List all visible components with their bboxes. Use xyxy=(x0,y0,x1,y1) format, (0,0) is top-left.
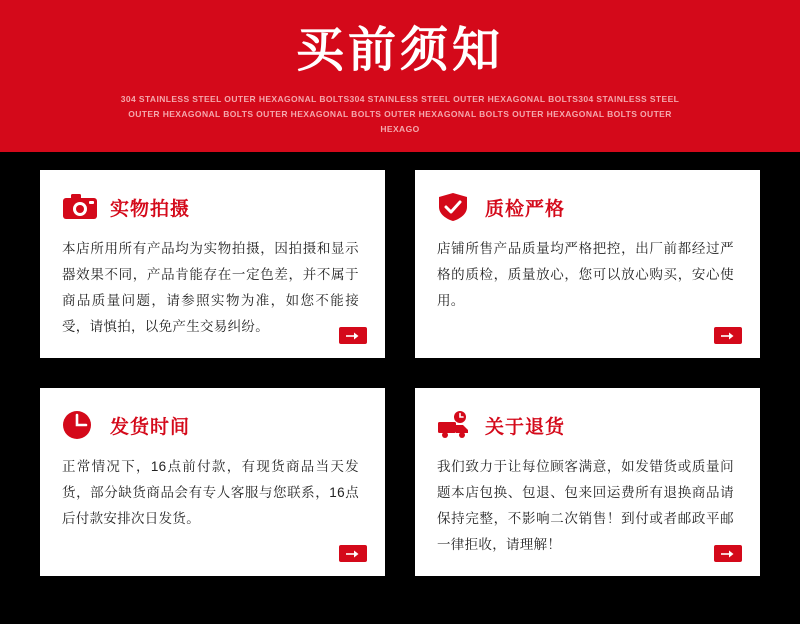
info-card-grid xyxy=(40,170,760,606)
card-body: 本店所用所有产品均为实物拍摄，因拍摄和显示器效果不同，产品肯能存在一定色差，并不属于商品质量问题，请参照实物为准，如您不能接受，请慎拍，以免产生交易纠纷。 xyxy=(62,241,359,334)
card-title: 质检严格 xyxy=(485,198,566,220)
arrow-right-icon[interactable] xyxy=(339,545,367,562)
truck-clock-icon xyxy=(437,410,475,440)
card-body: 我们致力于让每位顾客满意，如发错货或质量问题本店包换、包退、包来回运费所有退换商品请保持完整，不影响二次销售！到付或者邮政平邮一律拒收，请理解！ xyxy=(437,459,734,552)
clock-icon xyxy=(62,410,100,440)
info-card-shipping-time xyxy=(40,388,385,576)
info-card-photography xyxy=(40,170,385,358)
page-title: 买前须知 xyxy=(295,24,504,77)
card-title: 实物拍摄 xyxy=(110,198,191,220)
card-header xyxy=(437,410,738,440)
camera-icon xyxy=(62,192,100,222)
card-body: 正常情况下，16点前付款，有现货商品当天发货，部分缺货商品会有专人客服与您联系，16点后付款安排次日发货。 xyxy=(62,459,359,526)
header-banner xyxy=(0,0,800,152)
arrow-right-icon[interactable] xyxy=(714,545,742,562)
card-header xyxy=(62,410,363,440)
arrow-right-icon[interactable] xyxy=(339,327,367,344)
card-title: 发货时间 xyxy=(110,416,191,438)
arrow-right-icon[interactable] xyxy=(714,327,742,344)
shield-check-icon xyxy=(437,192,475,222)
info-card-quality xyxy=(415,170,760,358)
card-header xyxy=(437,192,738,222)
banner-subtitle: 304 STAINLESS STEEL OUTER HEXAGONAL BOLTS304 STAINLESS STEEL OUTER HEXAGONAL BOLTS304 STAINLESS STEEL OUTER HEXAGONAL BOLTS OUTER HEXAGONAL BOLTS OUTER HEXAGONAL BOLTS OUTER HEXAGONAL BOLTS OUTER HEXAGO xyxy=(120,94,680,134)
card-header xyxy=(62,192,363,222)
card-body: 店铺所售产品质量均严格把控，出厂前都经过严格的质检，质量放心，您可以放心购买，安心使用。 xyxy=(437,241,734,308)
card-title: 关于退货 xyxy=(485,416,566,438)
info-card-returns xyxy=(415,388,760,576)
